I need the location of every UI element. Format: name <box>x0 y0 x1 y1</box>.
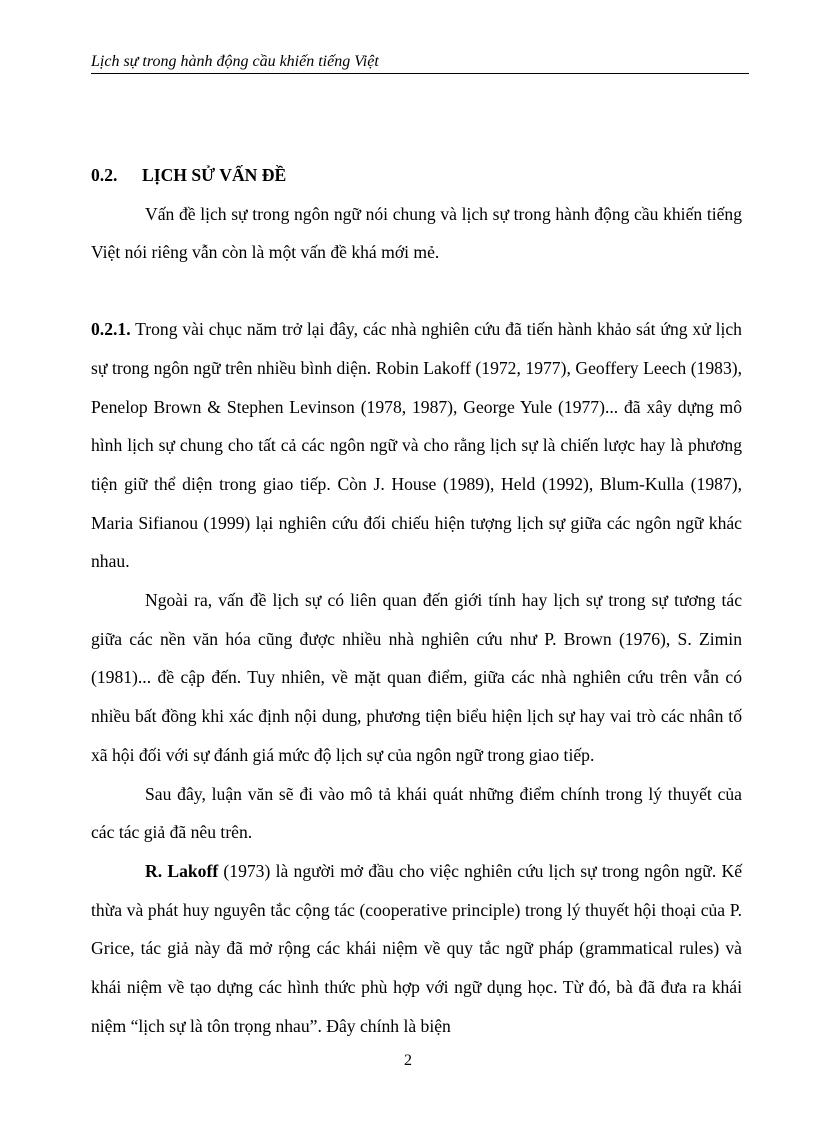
running-header: Lịch sự trong hành động cầu khiến tiếng Việt <box>91 52 749 74</box>
author-name-lakoff: R. Lakoff <box>145 860 219 881</box>
page-content <box>91 156 742 1045</box>
section-intro-paragraph: Vấn đề lịch sự trong ngôn ngữ nói chung và lịch sự trong hành động cầu khiến tiếng Việt nói riêng vẫn còn là một vấn đề khá mới mẻ. <box>91 203 742 263</box>
subsection-paragraph-1 <box>91 310 742 581</box>
section-number: 0.2. <box>91 165 118 185</box>
section-title: LỊCH SỬ VẤN ĐỀ <box>142 165 287 185</box>
subsection-paragraph-3: Sau đây, luận văn sẽ đi vào mô tả khái quát những điểm chính trong lý thuyết của các tác giả đã nêu trên. <box>91 783 742 843</box>
subsection-paragraph-4 <box>91 852 742 1046</box>
subsection-paragraph-4-text: (1973) là người mở đầu cho việc nghiên cứu lịch sự trong ngôn ngữ. Kế thừa và phát huy nguyên tắc cộng tác (cooperative principle) trong lý thuyết hội thoại của P. Grice, tác giả này đã mở rộng các khái niệm về quy tắc ngữ pháp (grammatical rules) và khái niệm về tạo dựng các hình thức phù hợp với ngữ dụng học. Từ đó, bà đã đưa ra khái niệm “lịch sự là tôn trọng nhau”. Đây chính là biện <box>91 860 742 1036</box>
subsection-number: 0.2.1. <box>91 319 131 340</box>
section-heading <box>91 156 742 195</box>
subsection-paragraph-2: Ngoài ra, vấn đề lịch sự có liên quan đến giới tính hay lịch sự trong sự tương tác giữa các nền văn hóa cũng được nhiều nhà nghiên cứu như P. Brown (1976), S. Zimin (1981)... đề cập đến. Tuy nhiên, về mặt quan điểm, giữa các nhà nghiên cứu trên vẫn có nhiều bất đồng khi xác định nội dung, phương tiện biểu hiện lịch sự hay vai trò các nhân tố xã hội đối với sự đánh giá mức độ lịch sự của ngôn ngữ trong giao tiếp. <box>91 590 742 765</box>
page-number: 2 <box>404 1052 412 1069</box>
subsection-paragraph-1-text: Trong vài chục năm trở lại đây, các nhà nghiên cứu đã tiến hành khảo sát ứng xử lịch sự trong ngôn ngữ trên nhiều bình diện. Robin Lakoff (1972, 1977), Geoffery Leech (1983), Penelop Brown & Stephen Levinson (1978, 1987), George Yule (1977)... đã xây dựng mô hình lịch sự chung cho tất cả các ngôn ngữ và cho rằng lịch sự là chiến lược hay là phương tiện giữ thể diện trong giao tiếp. Còn J. House (1989), Held (1992), Blum-Kulla (1987), Maria Sifianou (1999) lại nghiên cứu đối chiếu hiện tượng lịch sự giữa các ngôn ngữ khác nhau. <box>91 319 742 572</box>
